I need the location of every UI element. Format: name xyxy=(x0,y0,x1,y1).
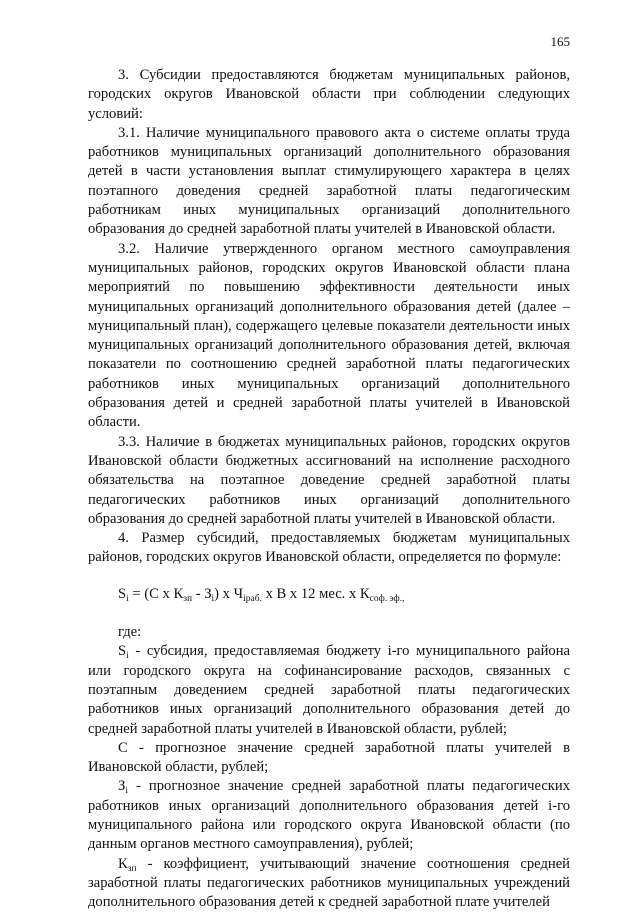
formula-minus: - З xyxy=(192,585,212,602)
page-number: 165 xyxy=(550,34,570,49)
definition-si-symbol: S xyxy=(118,643,127,660)
formula-k-sub: зп xyxy=(183,593,193,604)
subsidy-formula xyxy=(88,585,570,604)
formula-z-sub: i xyxy=(211,593,215,604)
paragraph-3-2: 3.2. Наличие утвержденного органом местного самоуправления муниципальных районов, городских округов Ивановской области плана мероприятий по повышению эффективности деятельности иных муниципальных организаций дополнительного образования детей (далее – муниципальный план), содержащего целевые показатели деятельности иных муниципальных организаций дополнительного образования детей, включая показатели по соотношению средней заработной платы педагогических работников иных муниципальных организаций дополнительного образования детей и средней заработной платы учителей в Ивановской области. xyxy=(88,240,570,431)
definition-kzp-text: - коэффициент, учитывающий значение соотношения средней заработной платы педагогических работников муниципальных учреждений дополнительного образования детей к средней заработной плате учителей xyxy=(88,855,570,911)
definition-zi-sub: i xyxy=(125,786,128,797)
paragraph-3: 3. Субсидии предоставляются бюджетам муниципальных районов, городских округов Ивановской области при соблюдении следующих условий: xyxy=(88,67,570,122)
document-body xyxy=(88,66,570,912)
definition-kzp-sub: зп xyxy=(127,863,137,874)
definition-si-sub: i xyxy=(126,651,129,662)
formula-ksof-sub: соф. эф., xyxy=(369,593,405,604)
definition-zi-text: - прогнозное значение средней заработной платы педагогических работников иных организаций дополнительного образования детей i-го муниципального района или городского округа Ивановской области (по данным органов местного самоуправления), рублей; xyxy=(88,778,570,853)
definition-kzp xyxy=(88,855,570,912)
definition-zi-symbol: З xyxy=(118,778,126,795)
paragraph-3-3: 3.3. Наличие в бюджетах муниципальных районов, городских округов Ивановской области бюджетных ассигнований на исполнение расходного обязательства на поэтапное доведение средней заработной платы педагогических работников иных организаций дополнительного образования до средней заработной платы учителей в Ивановской области. xyxy=(88,433,570,527)
definition-zi xyxy=(88,777,570,854)
formula-ch-sub: iраб. xyxy=(243,593,262,604)
paragraph-4: 4. Размер субсидий, предоставляемых бюджетам муниципальных районов, городских округов Ивановской области, определяется по формуле: xyxy=(88,530,570,566)
paragraph-3-1: 3.1. Наличие муниципального правового акта о системе оплаты труда работников муниципальных организаций дополнительного образования детей в части установления выплат стимулирующего характера в целях поэтапного доведения средней заработной платы педагогическим работникам иных муниципальных организаций дополнительного образования до средней заработной платы учителей в Ивановской области. xyxy=(88,124,570,238)
formula-eq: = (С х К xyxy=(128,585,184,602)
definition-si-text: - субсидия, предоставляемая бюджету i-го муниципального района или городского округа на софинансирование расходов, связанных с поэтапным доведением средней заработной платы педагогических работников иных организаций дополнительного образования детей до средней заработной платы учителей в Ивановской области, рублей; xyxy=(88,643,570,737)
formula-s-sub: i xyxy=(126,593,129,604)
formula-tail: х В х 12 мес. х К xyxy=(261,585,370,602)
definition-si xyxy=(88,642,570,738)
where-label: где: xyxy=(118,624,142,641)
definition-c: С - прогнозное значение средней заработной платы учителей в Ивановской области, рублей; xyxy=(88,739,570,776)
formula-times-ch: ) х Ч xyxy=(214,585,244,602)
definition-kzp-symbol: К xyxy=(118,855,128,872)
formula-s: S xyxy=(118,585,127,602)
